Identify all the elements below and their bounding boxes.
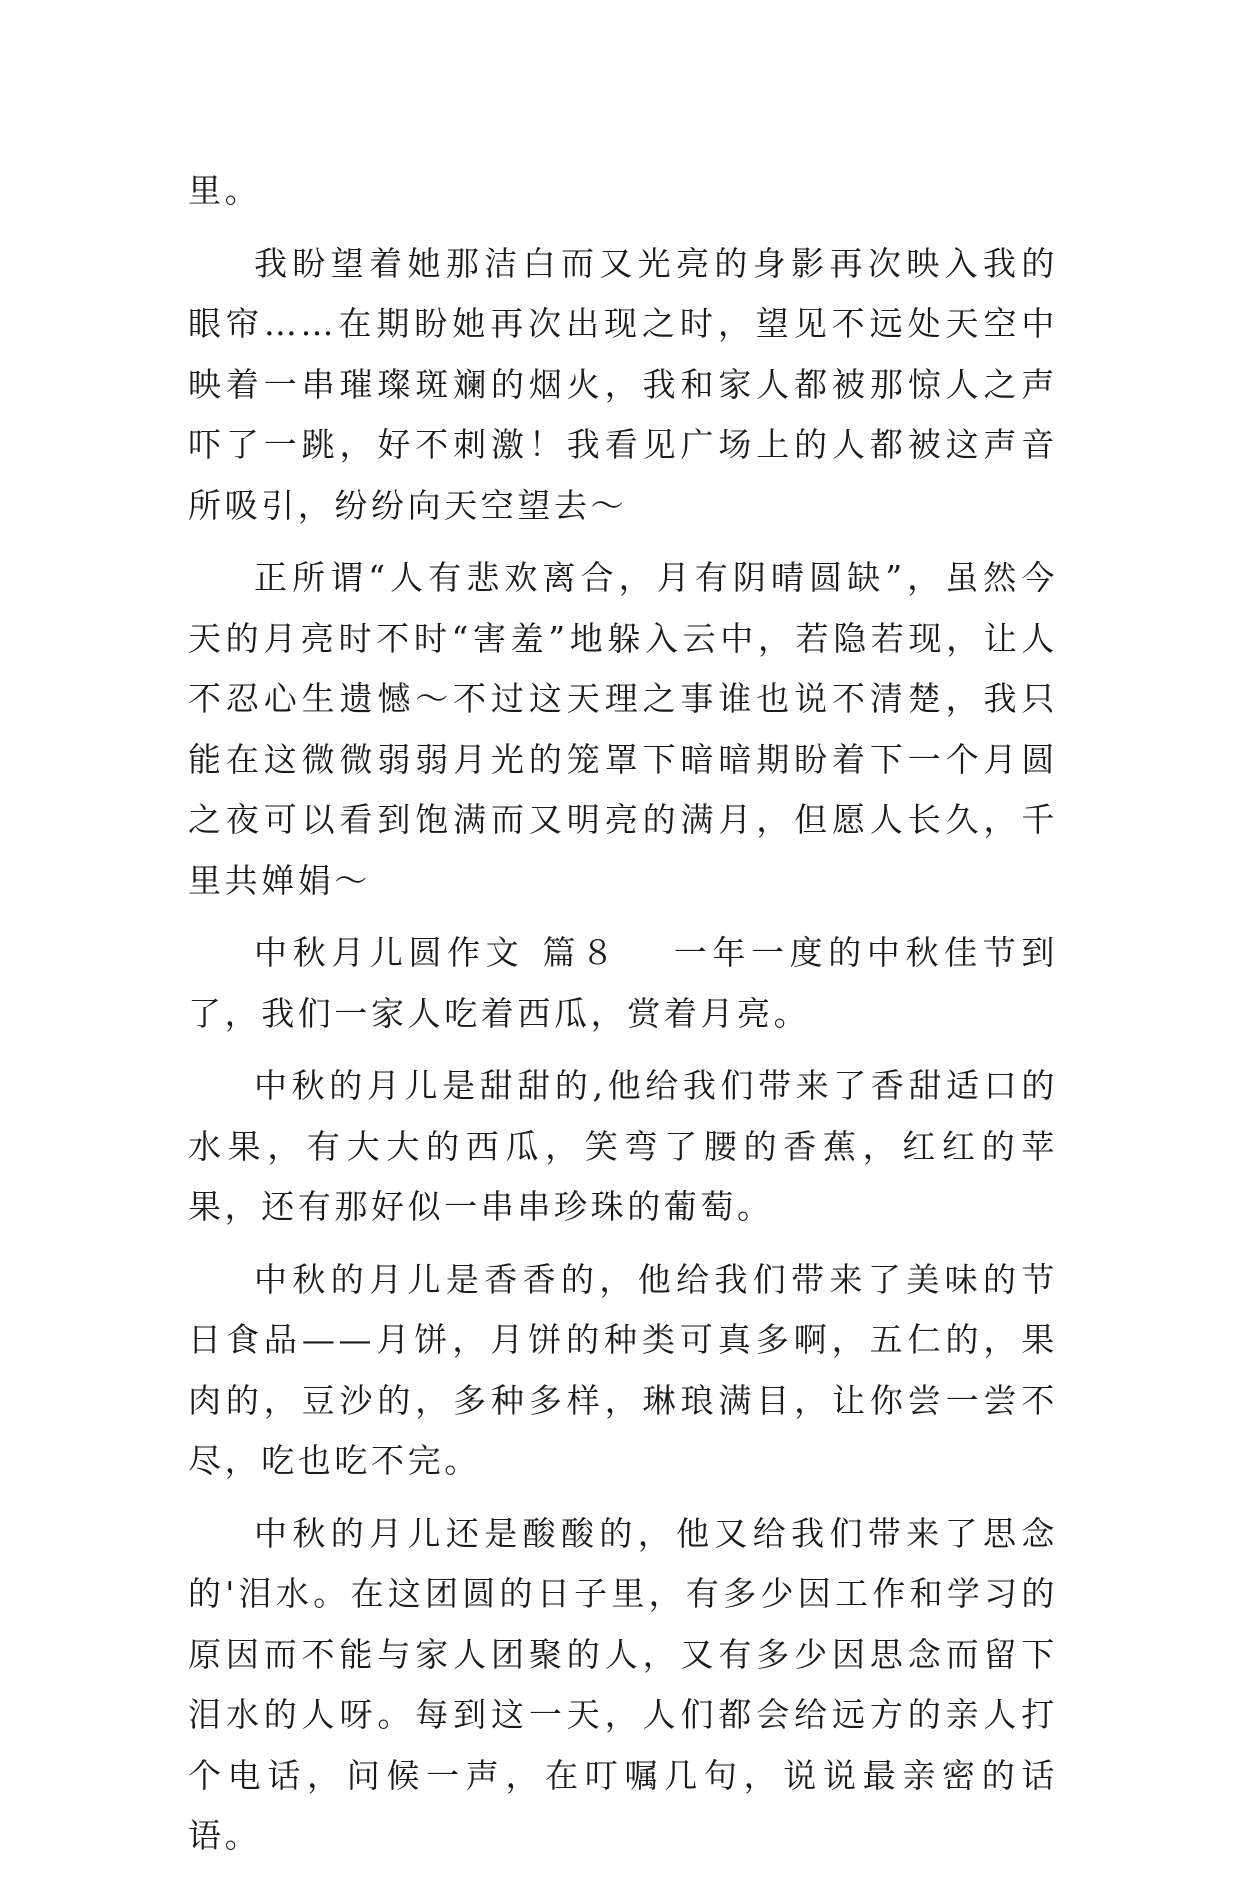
paragraph-4-section-heading <box>188 923 1058 1044</box>
paragraph-2: 我盼望着她那洁白而又光亮的身影再次映入我的眼帘……在期盼她再次出现之时，望见不远处天空中映着一串璀璨斑斓的烟火，我和家人都被那惊人之声吓了一跳，好不刺激！我看见广场上的人都被这声音所吸引，纷纷向天空望去～ <box>188 243 1058 525</box>
paragraph-1: 里。 <box>188 171 262 210</box>
paragraph-3: 正所谓“人有悲欢离合，月有阴晴圆缺”，虽然今天的月亮时不时“害羞”地躲入云中，若隐若现，让人不忍心生遗憾～不过这天理之事谁也说不清楚，我只能在这微微弱弱月光的笼罩下暗暗期盼着下一个月圆之夜可以看到饱满而又明亮的满月，但愿人长久，千里共婵娟～ <box>188 558 1058 900</box>
paragraph-5: 中秋的月儿是甜甜的,他给我们带来了香甜适口的水果，有大大的西瓜，笑弯了腰的香蕉，红红的苹果，还有那好似一串串珍珠的葡萄。 <box>188 1066 1058 1226</box>
paragraph-7: 中秋的月儿还是酸酸的，他又给我们带来了思念的'泪水。在这团圆的日子里，有多少因工作和学习的原因而不能与家人团聚的人，又有多少因思念而留下泪水的人呀。每到这一天，人们都会给远方的亲人打个电话，问候一声，在叮嘱几句，说说最亲密的话语。 <box>188 1513 1058 1855</box>
paragraph-4-text: 一年一度的中秋佳节到了，我们一家人吃着西瓜，赏着月亮。 <box>188 933 1059 1033</box>
essay-title: 中秋月儿圆作文 <box>254 933 525 972</box>
section-number: 篇８ <box>540 933 620 972</box>
article-body <box>188 161 1058 1879</box>
paragraph-6: 中秋的月儿是香香的，他给我们带来了美味的节日食品——月饼，月饼的种类可真多啊，五仁的，果肉的，豆沙的，多种多样，琳琅满目，让你尝一尝不尽，吃也吃不完。 <box>188 1259 1058 1480</box>
